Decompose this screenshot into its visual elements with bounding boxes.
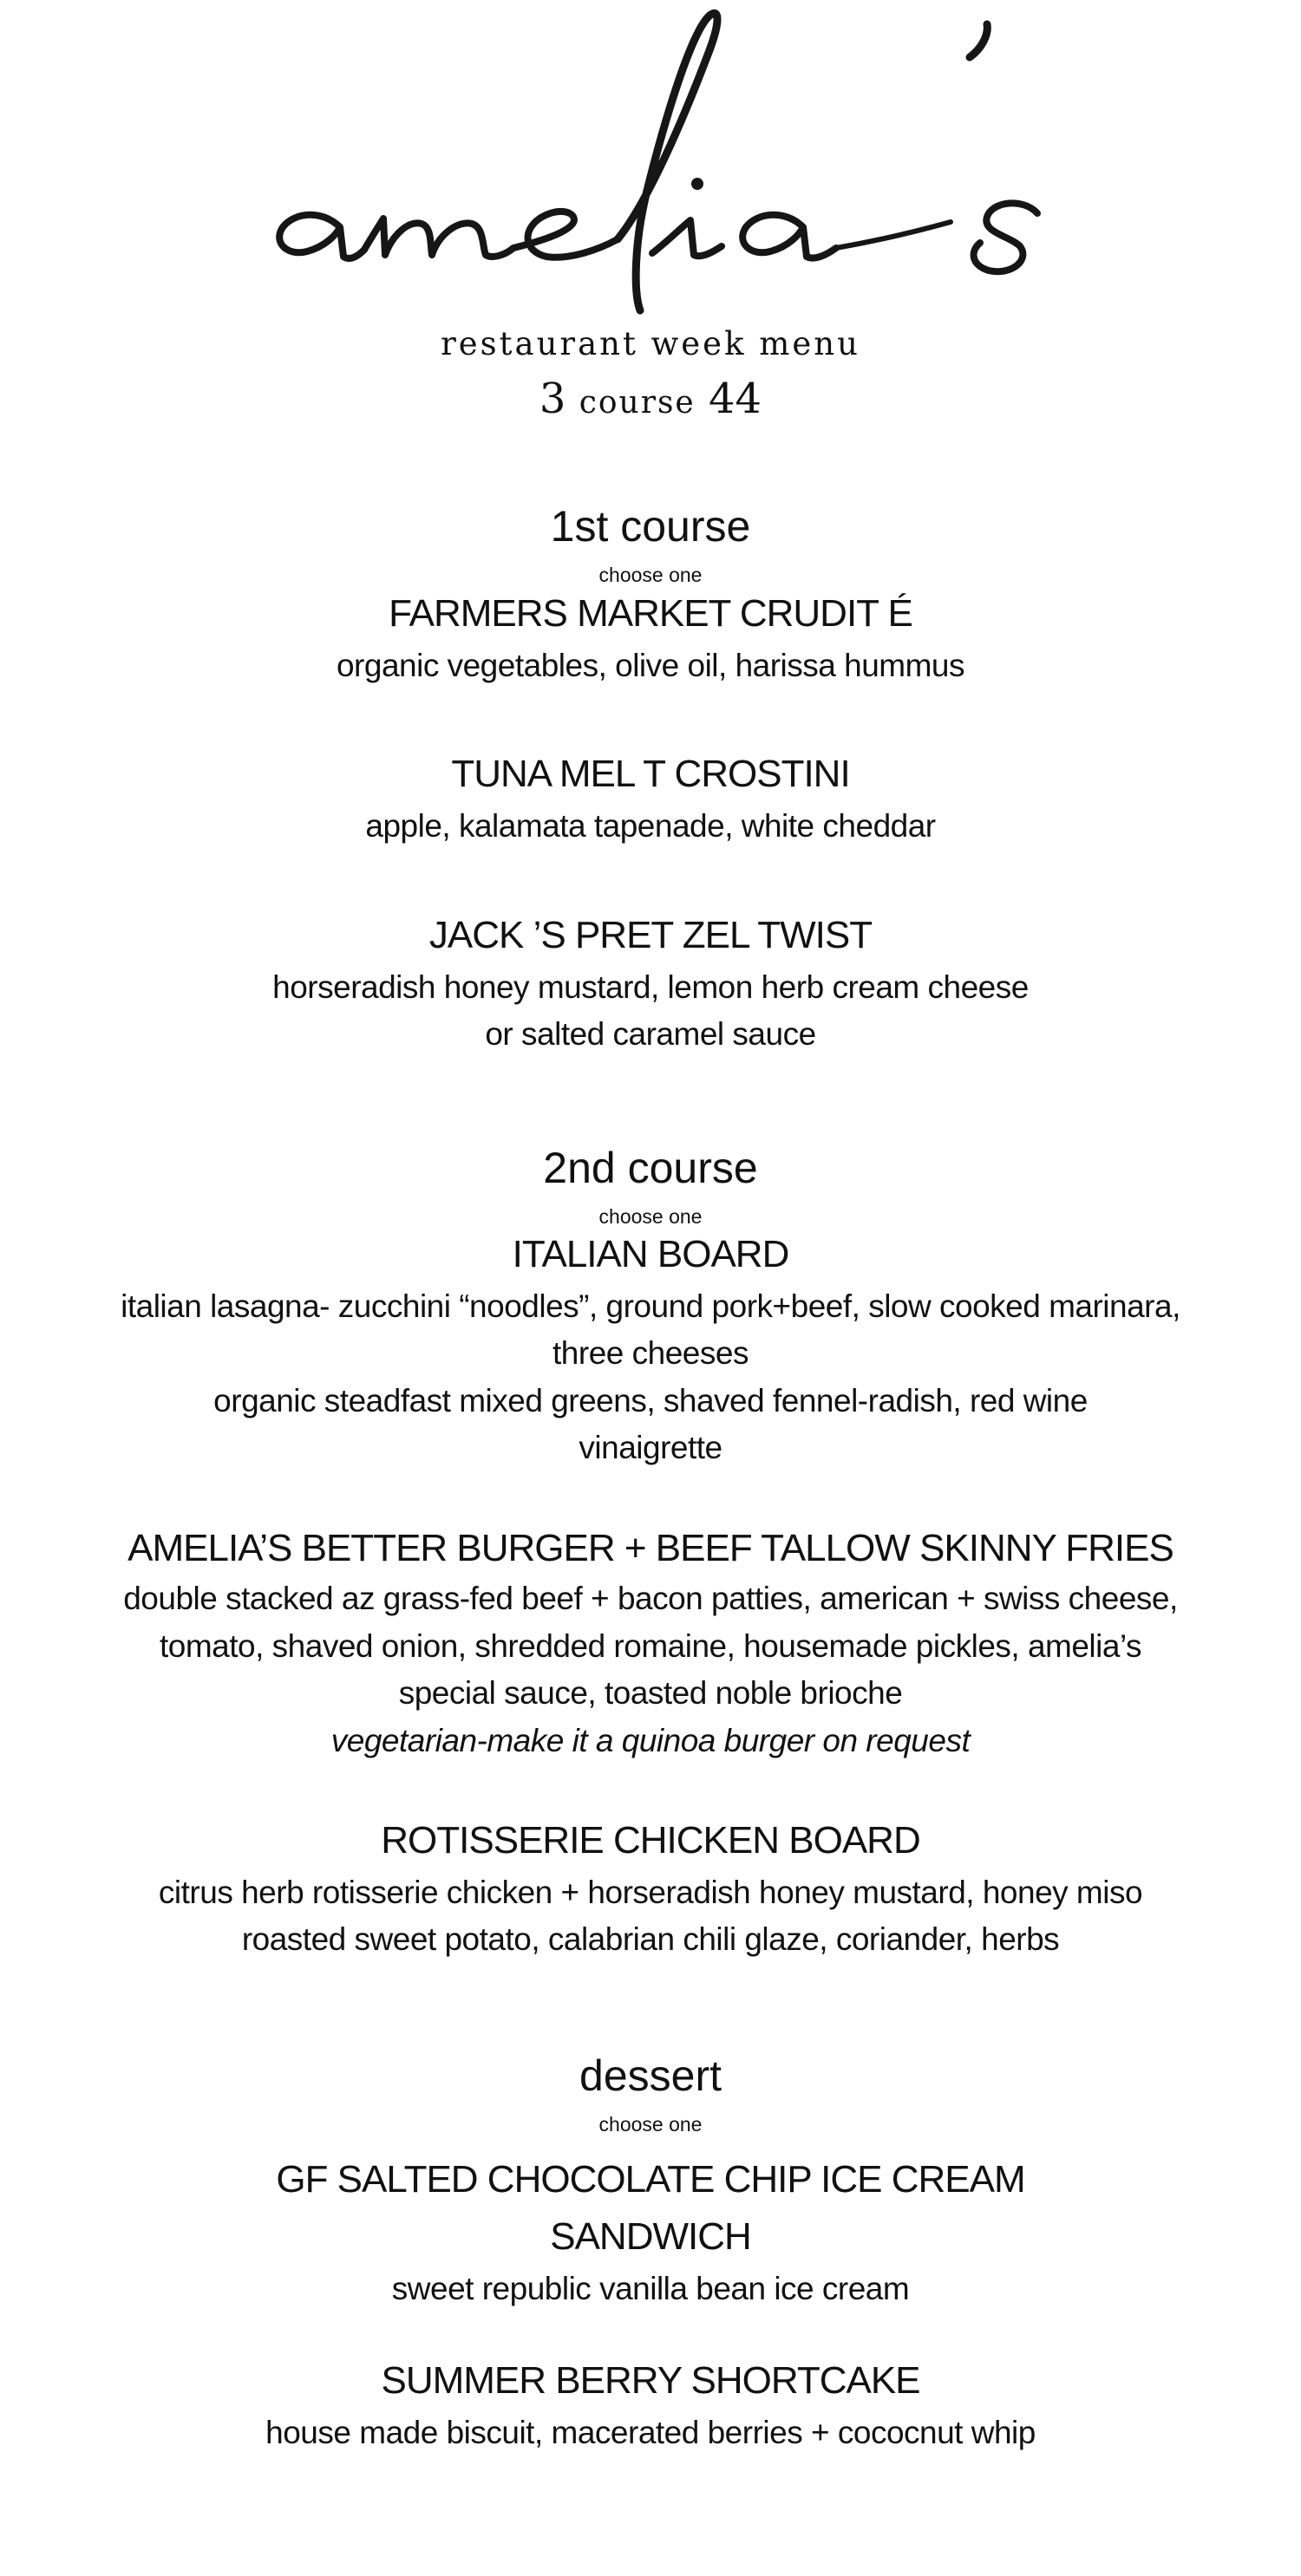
dish-description: double stacked az grass-fed beef + bacon patties, american + swiss cheese,	[123, 1581, 1178, 1616]
menu-subtitle: restaurant week menu	[441, 325, 860, 362]
amelias-script-logo	[0, 0, 1301, 329]
dish-description: organic vegetables, olive oil, harissa hummus	[336, 648, 965, 683]
dish-description: special sauce, toasted noble brioche	[398, 1675, 903, 1711]
dish-description: three cheeses	[552, 1335, 749, 1371]
course-title-1: 1st course	[550, 502, 751, 551]
dish-description: italian lasagna- zucchini “noodles”, ground pork+beef, slow cooked marinara,	[121, 1288, 1180, 1324]
course-title-2: 2nd course	[543, 1144, 758, 1192]
dish-name: GF SALTED CHOCOLATE CHIP ICE CREAM	[276, 2158, 1025, 2201]
dish-name: ITALIAN BOARD	[512, 1233, 789, 1275]
choose-one-label: choose one	[598, 564, 703, 586]
dish-description: roasted sweet potato, calabrian chili glaze, coriander, herbs	[241, 1921, 1060, 1957]
course-count: 3	[539, 375, 566, 423]
dish-description: horseradish honey mustard, lemon herb cream cheese	[272, 969, 1029, 1005]
dish-description: organic steadfast mixed greens, shaved fennel-radish, red wine	[213, 1383, 1088, 1418]
course-title-dessert: dessert	[579, 2051, 722, 2100]
dish-description: apple, kalamata tapenade, white cheddar	[365, 808, 936, 844]
dish-description: or salted caramel sauce	[485, 1016, 816, 1052]
dish-name: SANDWICH	[550, 2215, 751, 2258]
course-word: course	[579, 385, 696, 421]
price-line	[0, 375, 1301, 423]
choose-one-label: choose one	[598, 1205, 703, 1228]
dish-description: sweet republic vanilla bean ice cream	[391, 2271, 910, 2306]
choose-one-label: choose one	[598, 2113, 703, 2136]
dish-name: FARMERS MARKET CRUDIT É	[389, 592, 912, 635]
dish-description: citrus herb rotisserie chicken + horseradish honey mustard, honey miso	[158, 1875, 1143, 1910]
dish-name: SUMMER BERRY SHORTCAKE	[381, 2359, 920, 2402]
dish-description: house made biscuit, macerated berries + cococnut whip	[265, 2415, 1036, 2450]
price-amount: 44	[709, 375, 762, 423]
dish-name: AMELIA’S BETTER BURGER + BEEF TALLOW SKINNY FRIES	[127, 1527, 1174, 1569]
dish-name: JACK ’S PRET ZEL TWIST	[428, 914, 873, 956]
dish-description: tomato, shaved onion, shredded romaine, housemade pickles, amelia’s	[160, 1628, 1141, 1664]
dish-description: vinaigrette	[579, 1430, 722, 1465]
dish-name: TUNA MEL T CROSTINI	[451, 753, 850, 795]
dish-name: ROTISSERIE CHICKEN BOARD	[381, 1819, 920, 1862]
dish-note: vegetarian-make it a quinoa burger on request	[330, 1723, 971, 1758]
